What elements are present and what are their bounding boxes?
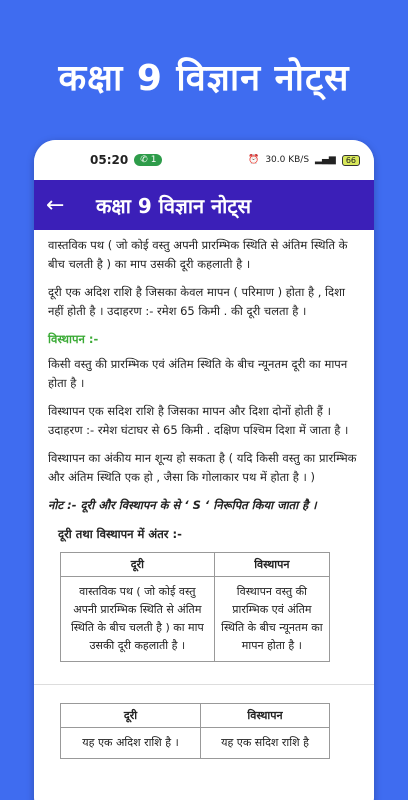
comparison-table-2 [60,703,330,759]
phone-icon: ✆ [140,155,148,165]
app-title: कक्षा 9 विज्ञान नोट्स [96,193,251,218]
status-time: 05:20 [90,153,129,167]
difference-heading: दूरी तथा विस्थापन में अंतर :- [58,527,182,541]
table-row [61,728,330,759]
paragraph: विस्थापन का अंकीय मान शून्य हो सकता है ( यदि किसी वस्तु का प्रारम्भिक और अंतिम स्थिति एक हो , जैसा कि गोलाकार पथ में होता है । ) [48,451,357,484]
alarm-icon: ⏰ [248,155,260,165]
table-header: दूरी [61,704,201,728]
table-header: विस्थापन [201,704,330,728]
app-bar [34,180,374,230]
paragraph: दूरी एक अदिश राशि है जिसका केवल मापन ( परिमाण ) होता है , दिशा नहीं होती है । उदाहरण :- रमेश 65 किमी . की दूरी चलता है । [48,285,345,318]
battery-icon: 66 [342,155,360,166]
divider [34,684,374,685]
note-text: नोट :- दूरी और विस्थापन के से ‘ S ‘ निरूपित किया जाता है । [48,498,317,512]
table-cell: यह एक अदिश राशि है । [61,728,201,759]
table-header: दूरी [61,553,215,577]
signal-icon: ▂▄▆ [315,155,336,165]
section-heading: विस्थापन :- [48,332,99,346]
status-icons [248,155,360,166]
table-cell: यह एक सदिश राशि है [201,728,330,759]
comparison-table [60,552,330,662]
status-bar [34,140,374,180]
phone-frame [34,140,374,800]
paragraph: वास्तविक पथ ( जो कोई वस्तु अपनी प्रारम्भिक स्थिति से अंतिम स्थिति के बीच चलती है ) का माप उसकी दूरी कहलाती है । [48,238,348,271]
table-cell: विस्थापन वस्तु की प्रारम्भिक एवं अंतिम स्थिति के बीच न्यूनतम का मापन होता है । [214,577,329,662]
table-cell: वास्तविक पथ ( जो कोई वस्तु अपनी प्रारम्भिक स्थिति से अंतिम स्थिति के बीच चलती है ) का माप उसकी दूरी कहलाती है । [61,577,215,662]
back-arrow-icon[interactable]: ← [46,192,65,218]
promo-title: कक्षा 9 विज्ञान नोट्स [58,58,350,99]
paragraph: विस्थापन एक सदिश राशि है जिसका मापन और दिशा दोनों होती हैं । उदाहरण :- रमेश घंटाघर से 65 किमी . दक्षिण पश्चिम दिशा में जाता है । [48,404,349,437]
network-speed: 30.0 KB/S [265,155,310,165]
paragraph: किसी वस्तु की प्रारम्भिक एवं अंतिम स्थिति के बीच न्यूनतम दूरी का मापन होता है । [48,357,348,390]
table-row [61,577,330,662]
table-header: विस्थापन [214,553,329,577]
call-pill: ✆ 1 [134,154,162,166]
notes-content[interactable] [34,230,374,759]
